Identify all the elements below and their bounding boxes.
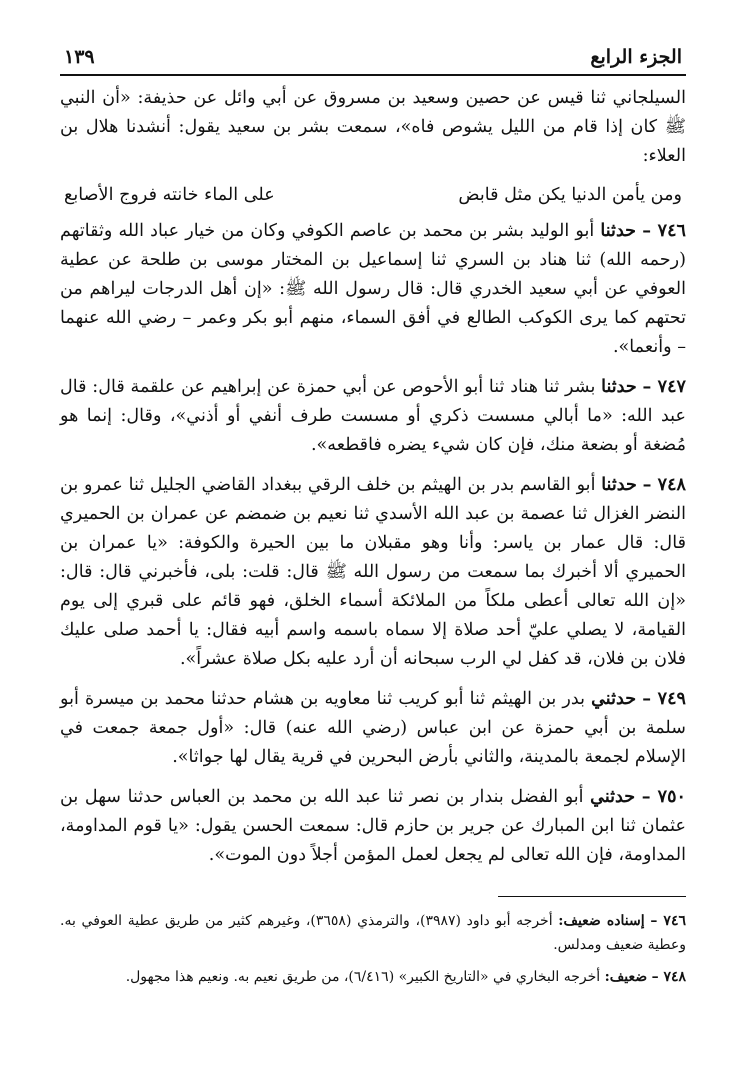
paragraph-continuation <box>60 84 686 171</box>
hadith-text: أبو الوليد بشر بن محمد بن عاصم الكوفي وكان من خيار عباد الله وثقاتهم (رحمه الله) ثنا هناد بن السري ثنا إسماعيل بن المختار موسى بن طلحة عن عطية العوفي عن أبي سعيد الخدري قال: قال رسول الله ﷺ: «إن أهل الدرجات ليراهم من تحتهم كما يرى الكوكب الطالع في أفق السماء، منهم أبو بكر وعمر – رضي الله عنهما – وأنعما». <box>60 221 686 357</box>
hadith-keyword: حدثنا <box>601 474 637 495</box>
footnote-grade: إسناده ضعيف: <box>558 913 645 929</box>
part-title: الجزء الرابع <box>590 46 682 68</box>
footnote-grade: ضعيف: <box>604 969 648 985</box>
hadith-number: ٧٤٧ – <box>642 376 686 397</box>
hadith-keyword: حدثني <box>590 786 636 807</box>
hadith-keyword: حدثنا <box>600 220 637 241</box>
hadith-749 <box>60 684 686 772</box>
hadith-746 <box>60 216 686 362</box>
footnotes <box>60 909 686 989</box>
hadith-747 <box>60 372 686 460</box>
hadith-keyword: حدثني <box>591 688 637 709</box>
paragraph-text: السيلجاني ثنا قيس عن حصين وسعيد بن مسروق عن أبي وائل عن حذيفة: «أن النبي ﷺ كان إذا قام من الليل يشوص فاه»، سمعت بشر بن سعيد يقول: أنشدنا هلال بن العلاء: <box>60 88 686 166</box>
footnote-748 <box>60 965 686 989</box>
hadith-text: بدر بن الهيثم ثنا أبو كريب ثنا معاويه بن هشام حدثنا محمد بن ميسرة أبو سلمة بن أبي حمزة عن ابن عباس (رضي الله عنه) قال: «أول جمعة جمعت في الإسلام لجمعة بالمدينة، والثاني بأرض البحرين في قرية يقال لها جواثا». <box>60 689 686 767</box>
verse-hemistich-second: على الماء خانته فروج الأصابع <box>64 185 275 205</box>
hadith-number: ٧٥٠ – <box>641 786 686 807</box>
footnote-text: أخرجه أبو داود (٣٩٨٧)، والترمذي (٣٦٥٨)، وغيرهم كثير من طريق عطية العوفي به. وعطية ضعيف ومدلس. <box>60 913 686 953</box>
hadith-number: ٧٤٨ – <box>642 474 686 495</box>
poem-verse <box>60 181 686 210</box>
hadith-number: ٧٤٦ – <box>642 220 686 241</box>
hadith-text: بشر ثنا هناد ثنا أبو الأحوص عن أبي حمزة عن إبراهيم عن علقمة قال: قال عبد الله: «ما أبالي مسست ذكري أو مسست طرف أنفي أو أذني»، وقال: إنما هو مُضغة أو بضعة منك، فإن كان شيء يضره فاقطعه». <box>60 377 686 455</box>
hadith-keyword: حدثنا <box>601 376 637 397</box>
verse-hemistich-first: ومن يأمن الدنيا يكن مثل قابض <box>458 185 682 205</box>
footnote-separator <box>498 896 686 897</box>
footnote-number: ٧٤٦ – <box>650 913 686 929</box>
hadith-text: أبو الفضل بندار بن نصر ثنا عبد الله بن محمد بن العباس حدثنا سهل بن عثمان ثنا ابن المبارك عن جرير بن حازم قال: سمعت الحسن يقول: «يا قوم المداومة، المداومة، فإن الله تعالى لم يجعل لعمل المؤمن أجلاً دون الموت». <box>60 787 686 865</box>
hadith-750 <box>60 782 686 870</box>
page-header <box>60 46 686 76</box>
page-number: ١٣٩ <box>64 46 95 68</box>
footnote-text: أخرجه البخاري في «التاريخ الكبير» (٦/٤١٦)، من طريق نعيم به. ونعيم هذا مجهول. <box>125 969 601 985</box>
hadith-text: أبو القاسم بدر بن الهيثم بن خلف الرقي ببغداد القاضي الجليل ثنا عمرو بن النضر الغزال ثنا عصمة بن عبد الله الأسدي ثنا نعيم بن ضمضم عن عمران بن الحميري قال: قال عمار بن ياسر: وأنا وهو مقبلان ما بين الحيرة والكوفة: «يا عمران بن الحميري ألا أخبرك بما سمعت من رسول الله ﷺ قال: قلت: بلى، فأخبرني قال: قال: «إن الله تعالى أعطى ملكاً من الملائكة أسماء الخلق، فهو قائم على قبري إلى يوم القيامة، لا يصلي عليّ أحد صلاة إلا سماه باسمه واسم أبيه فقال: يا أحمد صلى عليك فلان بن فلان، قد كفل لي الرب سبحانه أن أرد عليه بكل صلاة عشراً». <box>60 475 686 669</box>
footnote-746 <box>60 909 686 957</box>
main-text <box>60 84 686 870</box>
hadith-748 <box>60 470 686 674</box>
footnote-number: ٧٤٨ – <box>651 969 686 985</box>
book-page <box>60 46 686 997</box>
hadith-number: ٧٤٩ – <box>642 688 686 709</box>
